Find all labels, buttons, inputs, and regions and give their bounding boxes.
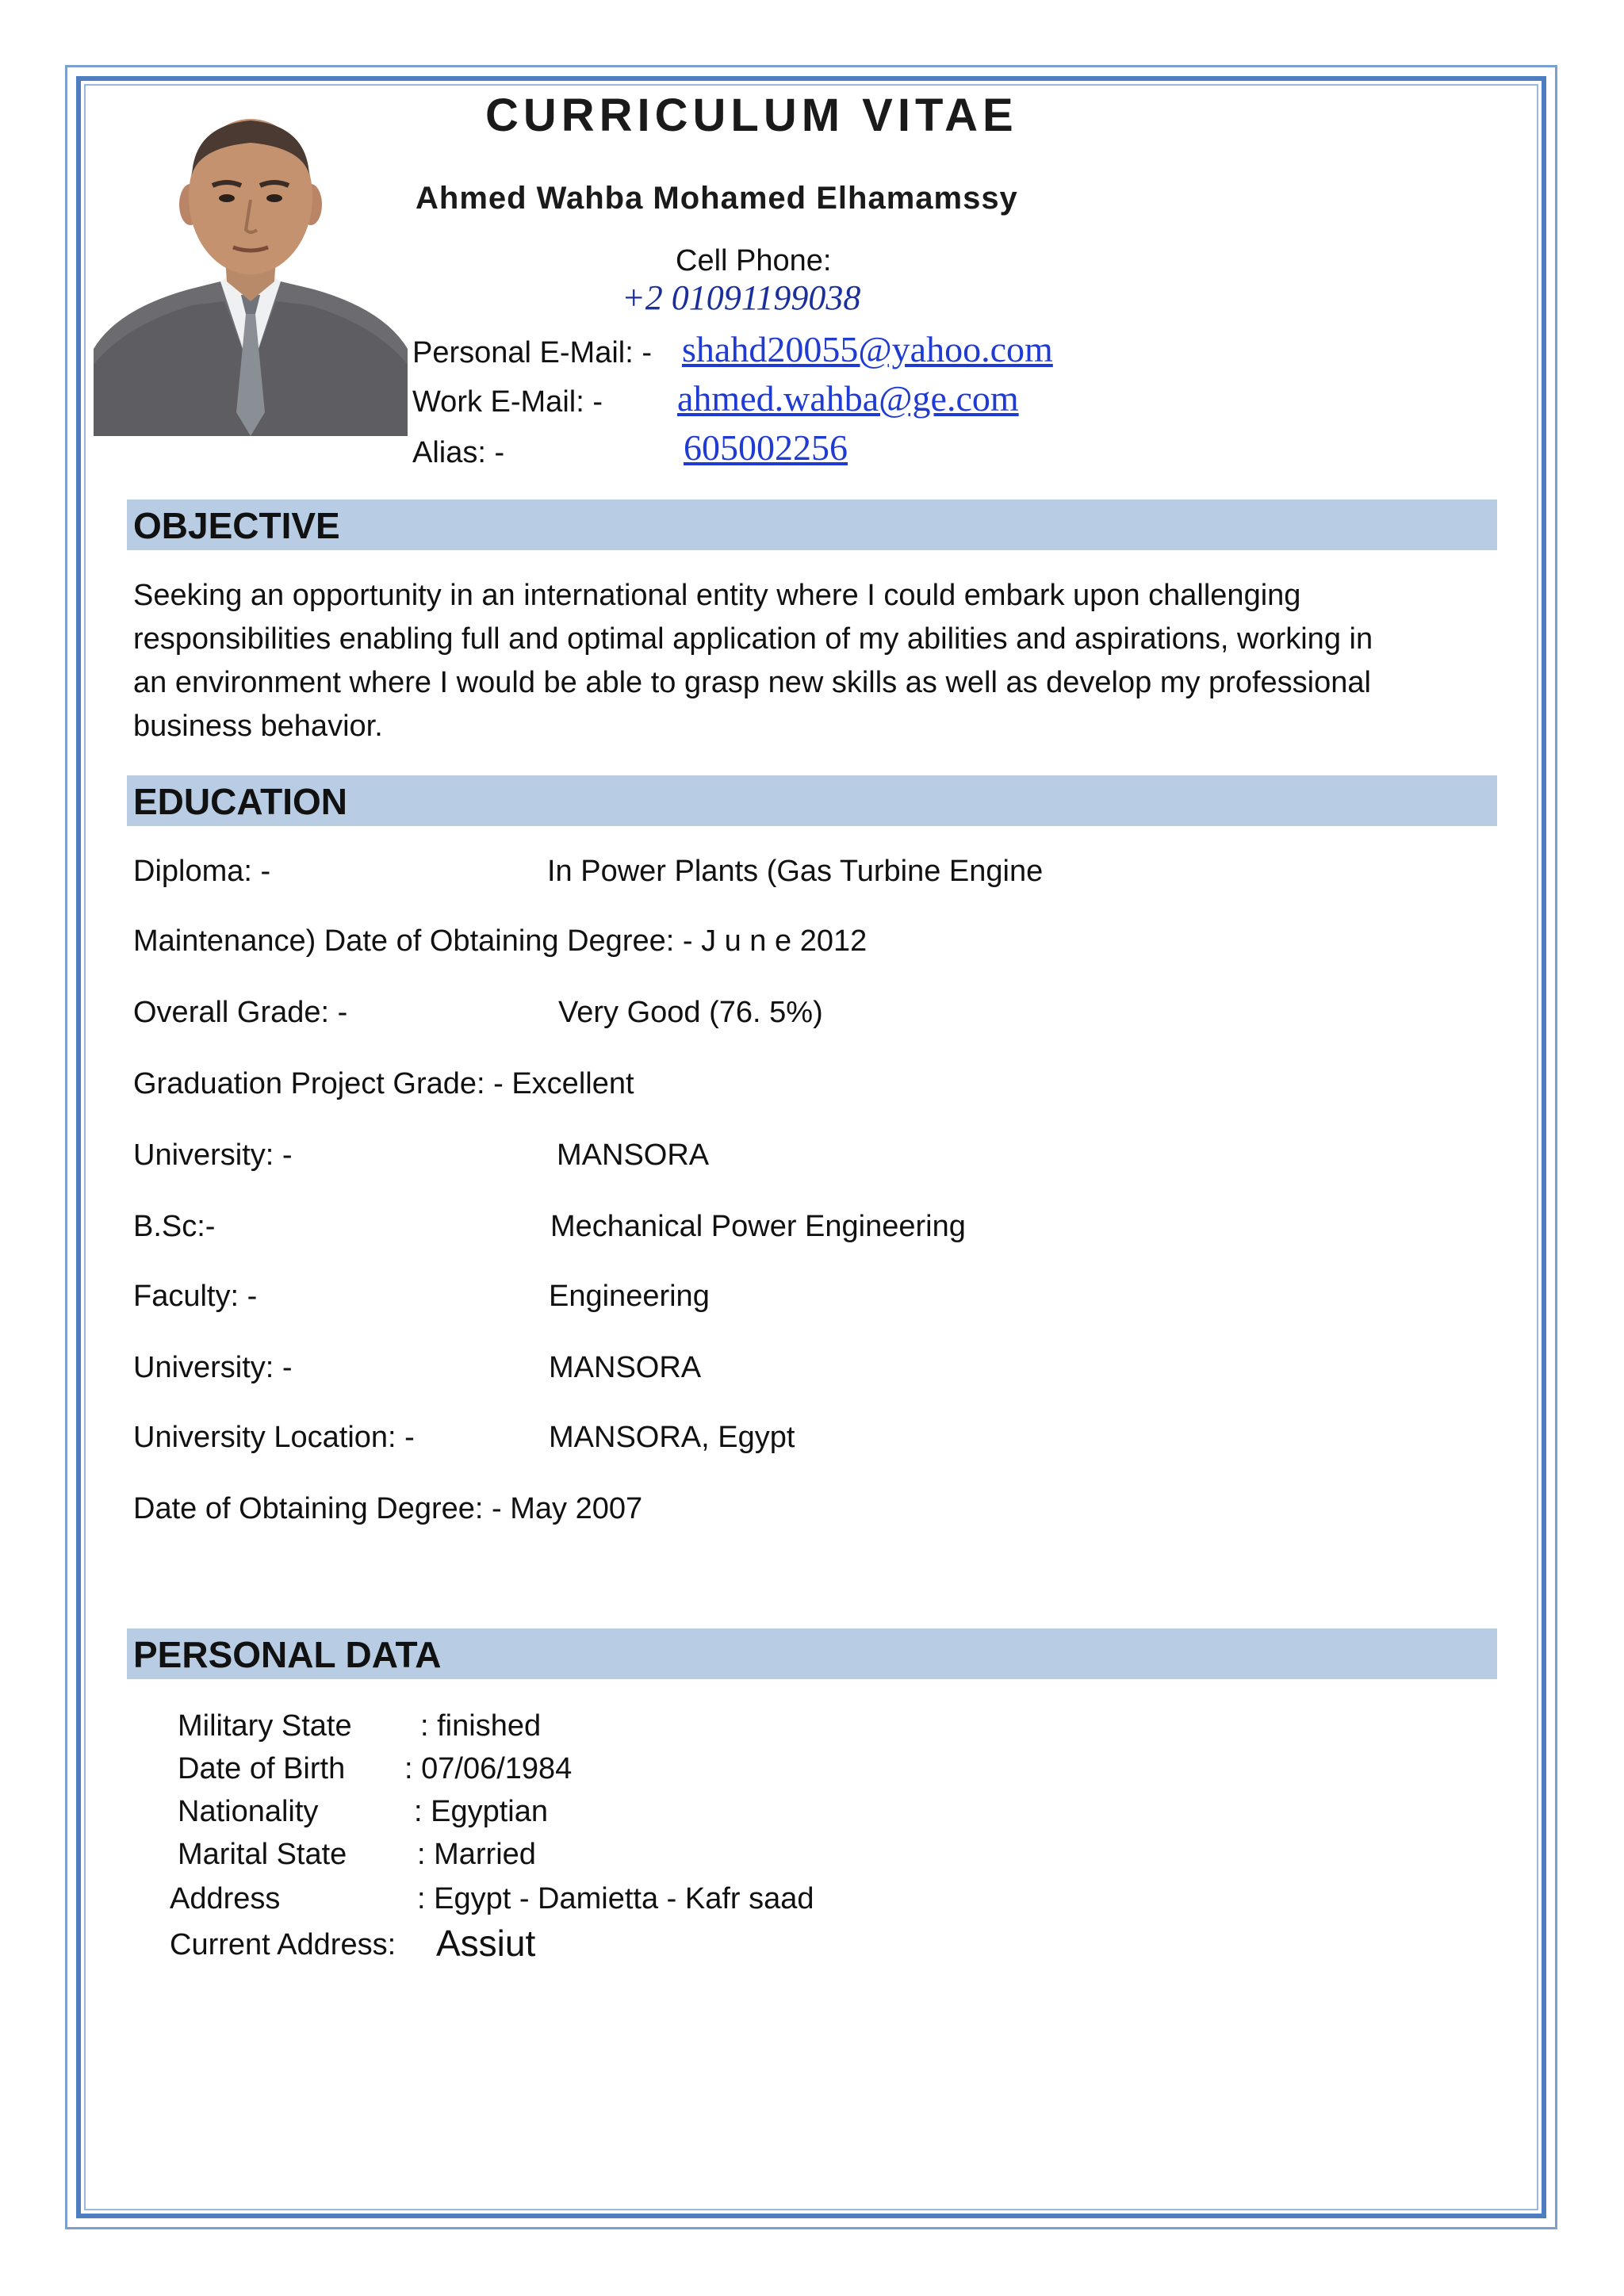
work-email-link[interactable]: ahmed.wahba@ge.com [677,378,1019,419]
education-row-label: B.Sc:- [133,1210,216,1243]
education-row-value: Very Good (76. 5%) [558,996,823,1029]
profile-photo [94,111,408,436]
personal-row-value: : Married [417,1838,536,1871]
education-row-label: University Location: - [133,1421,415,1454]
personal-row-value: : finished [420,1709,542,1743]
alias-label: Alias: - [412,436,505,469]
objective-line: Seeking an opportunity in an international entity where I could embark upon challenging [133,579,1301,612]
alias-link[interactable]: 605002256 [684,427,848,468]
personal-data-heading: PERSONAL DATA [133,1634,442,1675]
personal-row-value: : Egyptian [414,1795,548,1828]
objective-line: responsibilities enabling full and optimal application of my abilities and aspirations, working in [133,622,1373,656]
candidate-name: Ahmed Wahba Mohamed Elhamamssy [416,181,1018,216]
personal-row-label: Current Address: [170,1928,396,1961]
personal-row-value: Assiut [436,1923,536,1964]
education-row-value: In Power Plants (Gas Turbine Engine [547,855,1044,888]
education-row-label: University: - [133,1351,293,1384]
document-title: CURRICULUM VITAE [485,90,1018,141]
education-heading: EDUCATION [133,781,348,822]
education-row-value: MANSORA, Egypt [549,1421,795,1454]
objective-line: an environment where I would be able to grasp new skills as well as develop my professional [133,666,1371,699]
education-row-value: Engineering [549,1280,710,1313]
education-row-value: Mechanical Power Engineering [550,1210,966,1243]
work-email-label: Work E-Mail: - [412,385,603,419]
objective-line: business behavior. [133,710,383,743]
education-row-label: Maintenance) Date of Obtaining Degree: - J u n e 2012 [133,924,868,958]
personal-data-section-header [127,1628,1497,1679]
personal-row-label: Military State [178,1709,352,1743]
personal-email-label: Personal E-Mail: - [412,336,652,369]
objective-heading: OBJECTIVE [133,505,340,546]
objective-section-header [127,499,1497,550]
cell-phone-label: Cell Phone: [676,244,832,277]
personal-row-value: : 07/06/1984 [404,1752,573,1785]
education-row-value: MANSORA [557,1138,710,1172]
personal-row-label: Address [170,1882,281,1915]
personal-email-link[interactable]: shahd20055@yahoo.com [682,329,1053,369]
education-row-label: Faculty: - [133,1280,258,1313]
personal-row-label: Marital State [178,1838,347,1871]
education-row-label: Date of Obtaining Degree: - May 2007 [133,1492,643,1525]
education-row-label: University: - [133,1138,293,1172]
objective-text [133,574,1494,748]
education-row-label: Graduation Project Grade: - Excellent [133,1067,634,1100]
education-row-label: Diploma: - [133,855,271,888]
personal-row-label: Date of Birth [178,1752,346,1785]
education-row-value: MANSORA [549,1351,702,1384]
education-row-label: Overall Grade: - [133,996,348,1029]
personal-row-value: : Egypt - Damietta - Kafr saad [417,1882,814,1915]
cell-phone-number: +2 01091199038 [622,278,861,317]
education-section-header [127,775,1497,826]
personal-row-label: Nationality [178,1795,319,1828]
